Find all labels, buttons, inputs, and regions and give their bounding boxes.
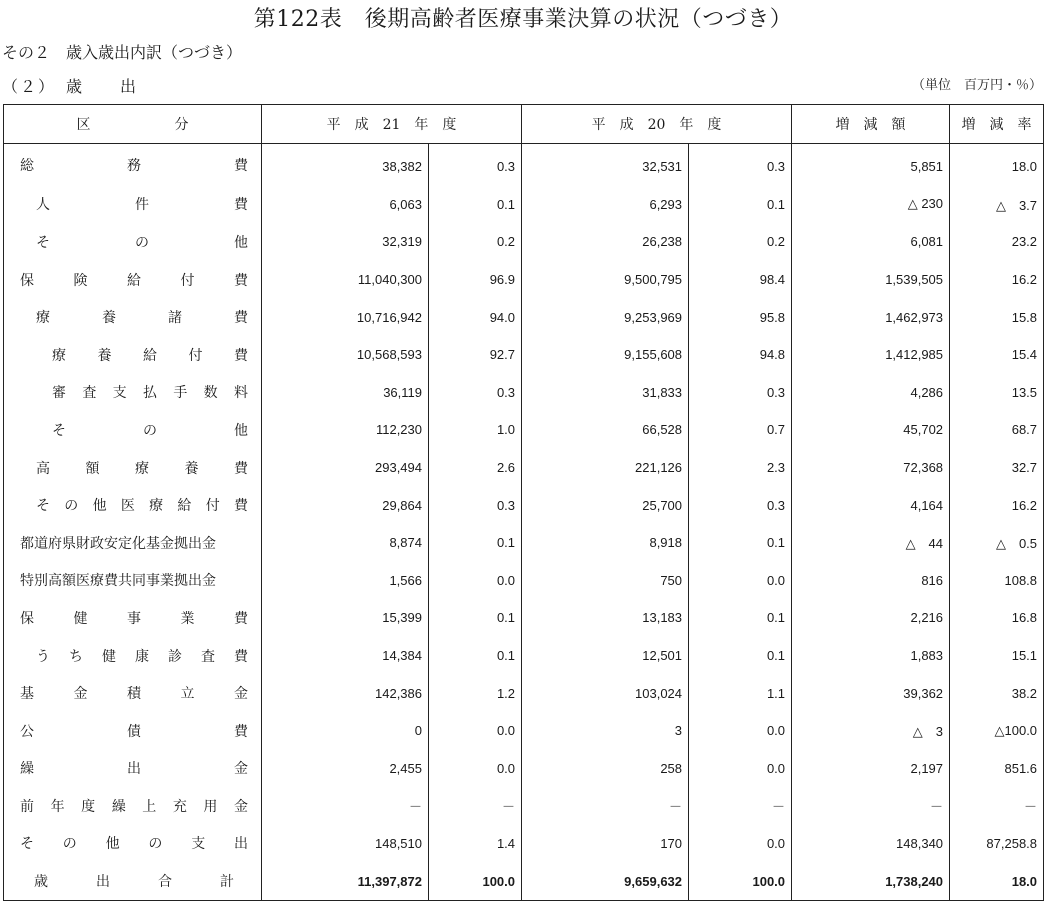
change-rate: 15.8: [1011, 309, 1038, 325]
ratio-h20: 98.4: [689, 261, 792, 299]
table-row: [4, 374, 1044, 412]
change-rate: 16.8: [1011, 610, 1038, 626]
value-h20: 13,183: [522, 599, 689, 637]
row-label: [4, 186, 262, 224]
ratio-h21: 0.2: [429, 223, 522, 261]
ratio-h20: 0.2: [689, 223, 792, 261]
value-h21: 8,874: [262, 524, 429, 562]
row-label: [4, 298, 262, 336]
row-label-text: 基 金 積 立 金: [20, 686, 248, 703]
page-title: 第122表 後期高齢者医療事業決算の状況（つづき）: [253, 7, 793, 32]
row-label: [4, 599, 262, 637]
change-amount: △ 44: [792, 524, 950, 562]
value-h21: 2,455: [262, 750, 429, 788]
ratio-h20: －: [689, 787, 792, 825]
value-h20: 8,918: [522, 524, 689, 562]
row-label-text: 都道府県財政安定化基金拠出金: [20, 535, 216, 552]
header-change: 増 減 額: [792, 105, 950, 144]
row-label: [4, 261, 262, 299]
change-amount: 148,340: [792, 825, 950, 863]
row-label: [4, 862, 262, 900]
table-row: [4, 712, 1044, 750]
change-rate: 16.2: [1011, 497, 1038, 513]
ratio-h21: 0.0: [429, 750, 522, 788]
row-label-text: 繰 出 金: [20, 761, 248, 778]
value-h21: 10,716,942: [262, 298, 429, 336]
change-amount: 6,081: [792, 223, 950, 261]
ratio-h21: 0.1: [429, 599, 522, 637]
value-h21: 0: [262, 712, 429, 750]
change-rate: △100.0: [994, 722, 1038, 738]
row-label: [4, 486, 262, 524]
change-rate: －: [1024, 799, 1038, 815]
value-h21: 36,119: [262, 374, 429, 412]
row-label-text: 療 養 諸 費: [36, 310, 248, 327]
change-amount: 2,197: [792, 750, 950, 788]
header-rate: 増 減 率: [950, 105, 1044, 144]
value-h21: －: [262, 787, 429, 825]
ratio-h21: 1.4: [429, 825, 522, 863]
value-h20: 9,500,795: [522, 261, 689, 299]
ratio-h21: 1.0: [429, 411, 522, 449]
change-amount: 1,412,985: [792, 336, 950, 374]
row-label: [4, 637, 262, 675]
value-h20: 32,531: [522, 144, 689, 186]
change-rate: 38.2: [1011, 685, 1038, 701]
subsection-subtitle: （２） 歳 出: [2, 77, 139, 96]
ratio-h21: 0.1: [429, 186, 522, 224]
change-rate: 23.2: [1011, 234, 1038, 250]
value-h20: 66,528: [522, 411, 689, 449]
ratio-h21: 0.0: [429, 562, 522, 600]
row-label: [4, 750, 262, 788]
value-h21: 14,384: [262, 637, 429, 675]
change-amount: △ 3: [792, 712, 950, 750]
value-h20: 9,659,632: [522, 862, 689, 900]
ratio-h20: 0.0: [689, 825, 792, 863]
change-amount: 39,362: [792, 674, 950, 712]
value-h21: 6,063: [262, 186, 429, 224]
table-body: [4, 144, 1044, 901]
row-label-text: 保 険 給 付 費: [20, 272, 248, 289]
row-label: [4, 144, 262, 186]
table-row: [4, 298, 1044, 336]
row-label-text: そ の 他 の 支 出: [20, 836, 248, 853]
row-label: [4, 449, 262, 487]
value-h21: 112,230: [262, 411, 429, 449]
table-row: [4, 637, 1044, 675]
row-label: [4, 712, 262, 750]
ratio-h21: －: [429, 787, 522, 825]
table-row: [4, 449, 1044, 487]
row-label-text: そ の 他 医 療 給 付 費: [36, 498, 248, 515]
ratio-h21: 96.9: [429, 261, 522, 299]
row-label-text: そ の 他: [52, 422, 248, 439]
ratio-h20: 0.7: [689, 411, 792, 449]
table-row: [4, 787, 1044, 825]
value-h20: 258: [522, 750, 689, 788]
table-row: [4, 486, 1044, 524]
section-subtitle: その２ 歳入歳出内訳（つづき）: [2, 43, 243, 62]
value-h20: 25,700: [522, 486, 689, 524]
row-label-text: う ち 健 康 診 査 費: [36, 648, 248, 665]
row-label: [4, 411, 262, 449]
value-h20: 31,833: [522, 374, 689, 412]
value-h20: 12,501: [522, 637, 689, 675]
change-rate: 32.7: [1011, 460, 1038, 476]
change-amount: △ 230: [792, 186, 950, 224]
value-h21: 142,386: [262, 674, 429, 712]
row-label-text: 人 件 費: [36, 197, 248, 214]
ratio-h20: 95.8: [689, 298, 792, 336]
row-label-text: 療 養 給 付 費: [52, 347, 248, 364]
ratio-h20: 100.0: [689, 862, 792, 900]
ratio-h21: 0.1: [429, 524, 522, 562]
row-label: [4, 524, 262, 562]
value-h21: 10,568,593: [262, 336, 429, 374]
change-rate: △ 3.7: [995, 197, 1038, 213]
header-h21: 平 成 21 年 度: [262, 105, 522, 144]
ratio-h20: 0.3: [689, 144, 792, 186]
ratio-h20: 0.1: [689, 186, 792, 224]
change-rate: 851.6: [1004, 760, 1038, 776]
value-h20: 170: [522, 825, 689, 863]
value-h21: 11,397,872: [262, 862, 429, 900]
value-h20: 750: [522, 562, 689, 600]
row-label-text: 保 健 事 業 費: [20, 610, 248, 627]
change-rate: 13.5: [1011, 384, 1038, 400]
change-rate: 15.4: [1011, 347, 1038, 363]
ratio-h21: 1.2: [429, 674, 522, 712]
change-amount: 1,539,505: [792, 261, 950, 299]
value-h21: 29,864: [262, 486, 429, 524]
ratio-h20: 0.0: [689, 750, 792, 788]
change-rate: 16.2: [1011, 272, 1038, 288]
table-row: [4, 750, 1044, 788]
ratio-h20: 0.0: [689, 562, 792, 600]
table-row: [4, 862, 1044, 900]
ratio-h21: 2.6: [429, 449, 522, 487]
value-h21: 148,510: [262, 825, 429, 863]
change-rate: 87,258.8: [986, 835, 1038, 851]
ratio-h21: 92.7: [429, 336, 522, 374]
table-row: [4, 674, 1044, 712]
expenditure-table: [3, 104, 1044, 901]
ratio-h20: 0.1: [689, 637, 792, 675]
row-label: [4, 787, 262, 825]
ratio-h20: 1.1: [689, 674, 792, 712]
table-row: [4, 186, 1044, 224]
change-amount: 816: [792, 562, 950, 600]
value-h21: 38,382: [262, 144, 429, 186]
unit-label: （単位 百万円・％）: [911, 78, 1042, 93]
table-row: [4, 336, 1044, 374]
change-rate: 18.0: [1011, 159, 1038, 175]
row-label: [4, 223, 262, 261]
row-label-text: 高 額 療 養 費: [36, 460, 248, 477]
value-h20: 221,126: [522, 449, 689, 487]
row-label-text: 前 年 度 繰 上 充 用 金: [20, 798, 248, 815]
table-row: [4, 223, 1044, 261]
value-h20: 103,024: [522, 674, 689, 712]
change-rate: 15.1: [1011, 648, 1038, 664]
row-label-text: そ の 他: [36, 234, 248, 251]
ratio-h21: 0.3: [429, 144, 522, 186]
table-row: [4, 599, 1044, 637]
change-rate: 108.8: [1004, 572, 1038, 588]
table-row: [4, 825, 1044, 863]
value-h21: 32,319: [262, 223, 429, 261]
row-label-text: 公 債 費: [20, 723, 248, 740]
row-label: [4, 562, 262, 600]
header-category: 区 分: [4, 105, 262, 144]
value-h21: 1,566: [262, 562, 429, 600]
value-h21: 293,494: [262, 449, 429, 487]
change-amount: 4,286: [792, 374, 950, 412]
change-amount: 1,883: [792, 637, 950, 675]
table-row: [4, 562, 1044, 600]
ratio-h21: 0.3: [429, 486, 522, 524]
value-h20: 26,238: [522, 223, 689, 261]
ratio-h21: 100.0: [429, 862, 522, 900]
ratio-h20: 0.0: [689, 712, 792, 750]
row-label: [4, 336, 262, 374]
change-amount: 2,216: [792, 599, 950, 637]
value-h20: 3: [522, 712, 689, 750]
ratio-h21: 94.0: [429, 298, 522, 336]
ratio-h21: 0.3: [429, 374, 522, 412]
change-rate: △ 0.5: [995, 536, 1038, 552]
header-h20: 平 成 20 年 度: [522, 105, 792, 144]
value-h21: 15,399: [262, 599, 429, 637]
change-amount: 4,164: [792, 486, 950, 524]
ratio-h20: 0.3: [689, 374, 792, 412]
ratio-h20: 0.1: [689, 524, 792, 562]
row-label: [4, 374, 262, 412]
ratio-h21: 0.0: [429, 712, 522, 750]
change-amount: 1,738,240: [792, 862, 950, 900]
row-label-text: 歳 出 合 計: [34, 874, 234, 891]
change-amount: －: [792, 787, 950, 825]
table-row: [4, 261, 1044, 299]
value-h20: 9,155,608: [522, 336, 689, 374]
value-h20: 6,293: [522, 186, 689, 224]
ratio-h20: 0.3: [689, 486, 792, 524]
table-row: [4, 144, 1044, 186]
row-label-text: 総 務 費: [20, 157, 248, 174]
row-label: [4, 674, 262, 712]
row-label: [4, 825, 262, 863]
ratio-h21: 0.1: [429, 637, 522, 675]
value-h21: 11,040,300: [262, 261, 429, 299]
table-row: [4, 524, 1044, 562]
row-label-text: 審 査 支 払 手 数 料: [52, 385, 248, 402]
ratio-h20: 94.8: [689, 336, 792, 374]
ratio-h20: 0.1: [689, 599, 792, 637]
change-amount: 45,702: [792, 411, 950, 449]
value-h20: 9,253,969: [522, 298, 689, 336]
change-rate: 68.7: [1011, 422, 1038, 438]
value-h20: －: [522, 787, 689, 825]
change-amount: 5,851: [792, 144, 950, 186]
row-label-text: 特別高額医療費共同事業拠出金: [20, 573, 216, 590]
change-amount: 72,368: [792, 449, 950, 487]
change-amount: 1,462,973: [792, 298, 950, 336]
ratio-h20: 2.3: [689, 449, 792, 487]
table-header-row: [4, 105, 1044, 144]
change-rate: 18.0: [1011, 873, 1038, 889]
table-row: [4, 411, 1044, 449]
